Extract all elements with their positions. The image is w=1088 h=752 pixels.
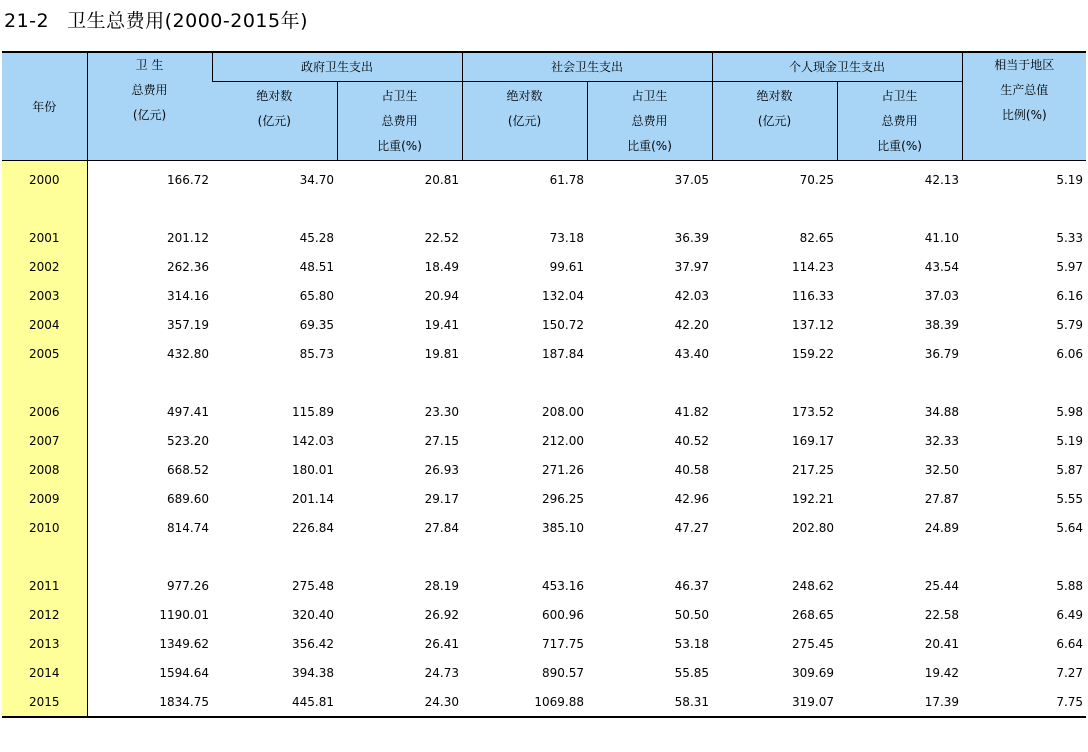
soc-pct-cell: 37.97	[674, 259, 710, 274]
per-pct-cell: 32.33	[924, 433, 960, 448]
header-gdp-ratio: 相当于地区 生产总值 比例(%)	[962, 52, 1086, 161]
total-cell: 668.52	[167, 462, 209, 477]
header-gov-group: 政府卫生支出	[212, 52, 462, 82]
per-pct-cell: 24.89	[924, 520, 960, 535]
empty-cell	[837, 368, 962, 397]
per-pct-cell: 27.87	[924, 491, 960, 506]
gov-pct-cell: 28.19	[424, 578, 460, 593]
empty-cell	[337, 194, 462, 223]
total-cell: 689.60	[167, 491, 209, 506]
per-abs-cell: 248.62	[792, 578, 835, 593]
per-abs-cell: 217.25	[792, 462, 835, 477]
empty-cell	[712, 194, 837, 223]
empty-cell	[962, 542, 1086, 571]
gdp-cell: 7.75	[962, 687, 1086, 717]
table-row	[2, 629, 1086, 658]
empty-cell	[337, 368, 462, 397]
total-cell: 497.41	[167, 404, 209, 419]
total-cell: 814.74	[167, 520, 209, 535]
per-abs-cell: 173.52	[792, 404, 835, 419]
gdp-cell: 6.06	[1056, 346, 1084, 361]
soc-pct-cell: 42.20	[674, 317, 710, 332]
empty-cell	[587, 368, 712, 397]
per-pct-cell: 19.42	[924, 665, 960, 680]
empty-cell	[837, 194, 962, 223]
gov-abs-cell: 394.38	[292, 665, 334, 680]
header-per-share: 占卫生 总费用 比重(%)	[837, 82, 962, 161]
soc-abs-cell: 271.26	[542, 462, 585, 477]
gov-pct-cell: 24.73	[424, 665, 460, 680]
year-cell: 2010	[2, 513, 87, 542]
empty-cell	[712, 542, 837, 571]
gov-pct-cell: 26.41	[424, 636, 460, 651]
gov-pct-cell: 22.52	[424, 230, 460, 245]
soc-abs-cell: 99.61	[549, 259, 585, 274]
year-cell: 2007	[2, 426, 87, 455]
year-cell: 2011	[2, 571, 87, 600]
table-number: 21-2	[4, 10, 50, 32]
table-row	[2, 571, 1086, 600]
year-cell: 2012	[2, 600, 87, 629]
gov-abs-cell: 226.84	[292, 520, 334, 535]
header-social-group: 社会卫生支出	[462, 52, 712, 82]
gdp-cell: 6.16	[1056, 288, 1084, 303]
table-row	[2, 161, 1086, 195]
header-gov-share: 占卫生 总费用 比重(%)	[337, 82, 462, 161]
total-cell: 201.12	[167, 230, 209, 245]
gov-pct-cell: 27.84	[424, 520, 460, 535]
table-row	[2, 281, 1086, 310]
header-per-abs: 绝对数 (亿元)	[712, 82, 837, 161]
total-cell: 977.26	[167, 578, 209, 593]
soc-abs-cell: 132.04	[542, 288, 585, 303]
year-cell: 2006	[2, 397, 87, 426]
gov-pct-cell: 24.30	[337, 687, 462, 717]
year-cell: 2001	[2, 223, 87, 252]
table-row	[2, 252, 1086, 281]
soc-abs-cell: 150.72	[542, 317, 585, 332]
spacer-row	[2, 368, 1086, 397]
per-pct-cell: 34.88	[924, 404, 960, 419]
gdp-cell: 5.79	[1056, 317, 1084, 332]
per-pct-cell: 41.10	[924, 230, 960, 245]
soc-pct-cell: 46.37	[674, 578, 710, 593]
per-pct-cell: 37.03	[924, 288, 960, 303]
total-cell: 523.20	[167, 433, 209, 448]
per-pct-cell: 43.54	[924, 259, 960, 274]
soc-pct-cell: 36.39	[674, 230, 710, 245]
per-pct-cell: 38.39	[924, 317, 960, 332]
spacer-row	[2, 194, 1086, 223]
soc-pct-cell: 42.96	[674, 491, 710, 506]
table-row	[2, 339, 1086, 368]
spacer-row	[2, 542, 1086, 571]
gov-abs-cell: 142.03	[292, 433, 334, 448]
per-pct-cell: 42.13	[924, 172, 960, 187]
soc-abs-cell: 600.96	[542, 607, 585, 622]
soc-pct-cell: 50.50	[674, 607, 710, 622]
gdp-cell: 5.64	[1056, 520, 1084, 535]
gov-abs-cell: 275.48	[292, 578, 334, 593]
year-cell	[2, 542, 87, 571]
gov-abs-cell: 34.70	[299, 172, 334, 187]
year-cell: 2013	[2, 629, 87, 658]
year-cell: 2003	[2, 281, 87, 310]
soc-pct-cell: 53.18	[674, 636, 710, 651]
year-cell	[2, 368, 87, 397]
per-pct-cell: 22.58	[924, 607, 960, 622]
header-total: 卫 生 总费用 (亿元)	[87, 52, 212, 161]
total-cell: 1834.75	[87, 687, 212, 717]
table-row	[2, 426, 1086, 455]
empty-cell	[337, 542, 462, 571]
per-abs-cell: 202.80	[792, 520, 835, 535]
gov-pct-cell: 19.41	[424, 317, 460, 332]
soc-pct-cell: 37.05	[674, 172, 710, 187]
empty-cell	[837, 542, 962, 571]
soc-pct-cell: 43.40	[674, 346, 710, 361]
gov-abs-cell: 445.81	[212, 687, 337, 717]
soc-pct-cell: 58.31	[587, 687, 712, 717]
total-cell: 1190.01	[159, 607, 209, 622]
soc-abs-cell: 1069.88	[462, 687, 587, 717]
header-soc-abs: 绝对数 (亿元)	[462, 82, 587, 161]
gov-abs-cell: 45.28	[299, 230, 334, 245]
empty-cell	[212, 194, 337, 223]
empty-cell	[962, 368, 1086, 397]
header-personal-group: 个人现金卫生支出	[712, 52, 962, 82]
table-row	[2, 600, 1086, 629]
per-pct-cell: 32.50	[924, 462, 960, 477]
soc-abs-cell: 385.10	[542, 520, 585, 535]
empty-cell	[962, 194, 1086, 223]
table-row	[2, 513, 1086, 542]
empty-cell	[462, 542, 587, 571]
total-cell: 432.80	[167, 346, 209, 361]
header-year: 年份	[2, 52, 87, 161]
gov-abs-cell: 48.51	[299, 259, 334, 274]
per-abs-cell: 169.17	[792, 433, 835, 448]
gdp-cell: 5.98	[1056, 404, 1084, 419]
year-cell: 2004	[2, 310, 87, 339]
gdp-cell: 5.19	[1056, 172, 1084, 187]
year-cell: 2014	[2, 658, 87, 687]
table-row	[2, 223, 1086, 252]
gov-abs-cell: 65.80	[299, 288, 334, 303]
empty-cell	[212, 542, 337, 571]
gov-pct-cell: 29.17	[424, 491, 460, 506]
empty-cell	[212, 368, 337, 397]
soc-abs-cell: 208.00	[542, 404, 585, 419]
year-cell: 2015	[2, 687, 87, 717]
gdp-cell: 6.49	[1056, 607, 1084, 622]
gov-abs-cell: 69.35	[299, 317, 334, 332]
soc-pct-cell: 42.03	[674, 288, 710, 303]
header-soc-share: 占卫生 总费用 比重(%)	[587, 82, 712, 161]
gov-abs-cell: 115.89	[292, 404, 334, 419]
empty-cell	[587, 194, 712, 223]
soc-abs-cell: 61.78	[549, 172, 585, 187]
header-gov-abs: 绝对数 (亿元)	[212, 82, 337, 161]
gdp-cell: 5.97	[1056, 259, 1084, 274]
page-title	[4, 6, 308, 33]
soc-abs-cell: 73.18	[549, 230, 585, 245]
per-abs-cell: 159.22	[792, 346, 835, 361]
per-abs-cell: 82.65	[799, 230, 835, 245]
total-cell: 1594.64	[159, 665, 209, 680]
year-cell: 2000	[2, 161, 87, 195]
per-pct-cell: 20.41	[924, 636, 960, 651]
soc-abs-cell: 890.57	[542, 665, 585, 680]
gov-pct-cell: 23.30	[424, 404, 460, 419]
year-cell: 2002	[2, 252, 87, 281]
soc-abs-cell: 296.25	[542, 491, 585, 506]
year-cell: 2008	[2, 455, 87, 484]
total-cell: 166.72	[167, 172, 209, 187]
gdp-cell: 5.87	[1056, 462, 1084, 477]
table-row	[2, 484, 1086, 513]
total-cell: 1349.62	[159, 636, 209, 651]
gov-abs-cell: 180.01	[292, 462, 334, 477]
gov-pct-cell: 20.94	[424, 288, 460, 303]
per-abs-cell: 309.69	[792, 665, 835, 680]
gov-pct-cell: 26.92	[424, 607, 460, 622]
gdp-cell: 5.33	[1056, 230, 1084, 245]
soc-abs-cell: 187.84	[542, 346, 585, 361]
per-pct-cell: 25.44	[924, 578, 960, 593]
table-row	[2, 687, 1086, 717]
per-abs-cell: 275.45	[792, 636, 835, 651]
empty-cell	[87, 368, 212, 397]
per-abs-cell: 268.65	[792, 607, 835, 622]
per-pct-cell: 36.79	[924, 346, 960, 361]
per-abs-cell: 192.21	[792, 491, 835, 506]
gov-pct-cell: 27.15	[424, 433, 460, 448]
year-cell	[2, 194, 87, 223]
table-title: 卫生总费用(2000-2015年)	[67, 10, 309, 32]
gov-abs-cell: 356.42	[292, 636, 334, 651]
per-abs-cell: 137.12	[792, 317, 835, 332]
soc-abs-cell: 212.00	[542, 433, 585, 448]
gov-abs-cell: 320.40	[292, 607, 334, 622]
soc-pct-cell: 47.27	[674, 520, 710, 535]
total-cell: 314.16	[167, 288, 209, 303]
gdp-cell: 5.19	[1056, 433, 1084, 448]
soc-abs-cell: 717.75	[542, 636, 585, 651]
gdp-cell: 6.64	[1056, 636, 1084, 651]
empty-cell	[462, 368, 587, 397]
empty-cell	[87, 194, 212, 223]
table-header	[2, 52, 1086, 161]
gov-pct-cell: 20.81	[424, 172, 460, 187]
table-row	[2, 310, 1086, 339]
soc-abs-cell: 453.16	[542, 578, 585, 593]
gov-abs-cell: 85.73	[299, 346, 334, 361]
gov-pct-cell: 19.81	[424, 346, 460, 361]
gov-pct-cell: 26.93	[424, 462, 460, 477]
empty-cell	[712, 368, 837, 397]
gdp-cell: 5.88	[1056, 578, 1084, 593]
per-abs-cell: 319.07	[712, 687, 837, 717]
gov-pct-cell: 18.49	[424, 259, 460, 274]
soc-pct-cell: 41.82	[674, 404, 710, 419]
total-cell: 357.19	[167, 317, 209, 332]
table-row	[2, 658, 1086, 687]
empty-cell	[462, 194, 587, 223]
gdp-cell: 7.27	[1056, 665, 1084, 680]
empty-cell	[587, 542, 712, 571]
per-abs-cell: 116.33	[792, 288, 835, 303]
per-abs-cell: 70.25	[799, 172, 835, 187]
year-cell: 2009	[2, 484, 87, 513]
year-cell: 2005	[2, 339, 87, 368]
soc-pct-cell: 40.52	[674, 433, 710, 448]
table-row	[2, 397, 1086, 426]
empty-cell	[87, 542, 212, 571]
per-pct-cell: 17.39	[837, 687, 962, 717]
gdp-cell: 5.55	[1056, 491, 1084, 506]
soc-pct-cell: 55.85	[674, 665, 710, 680]
health-expenditure-table	[2, 51, 1086, 718]
soc-pct-cell: 40.58	[674, 462, 710, 477]
total-cell: 262.36	[167, 259, 209, 274]
table-row	[2, 455, 1086, 484]
per-abs-cell: 114.23	[792, 259, 835, 274]
gov-abs-cell: 201.14	[292, 491, 334, 506]
table-body	[2, 161, 1086, 718]
